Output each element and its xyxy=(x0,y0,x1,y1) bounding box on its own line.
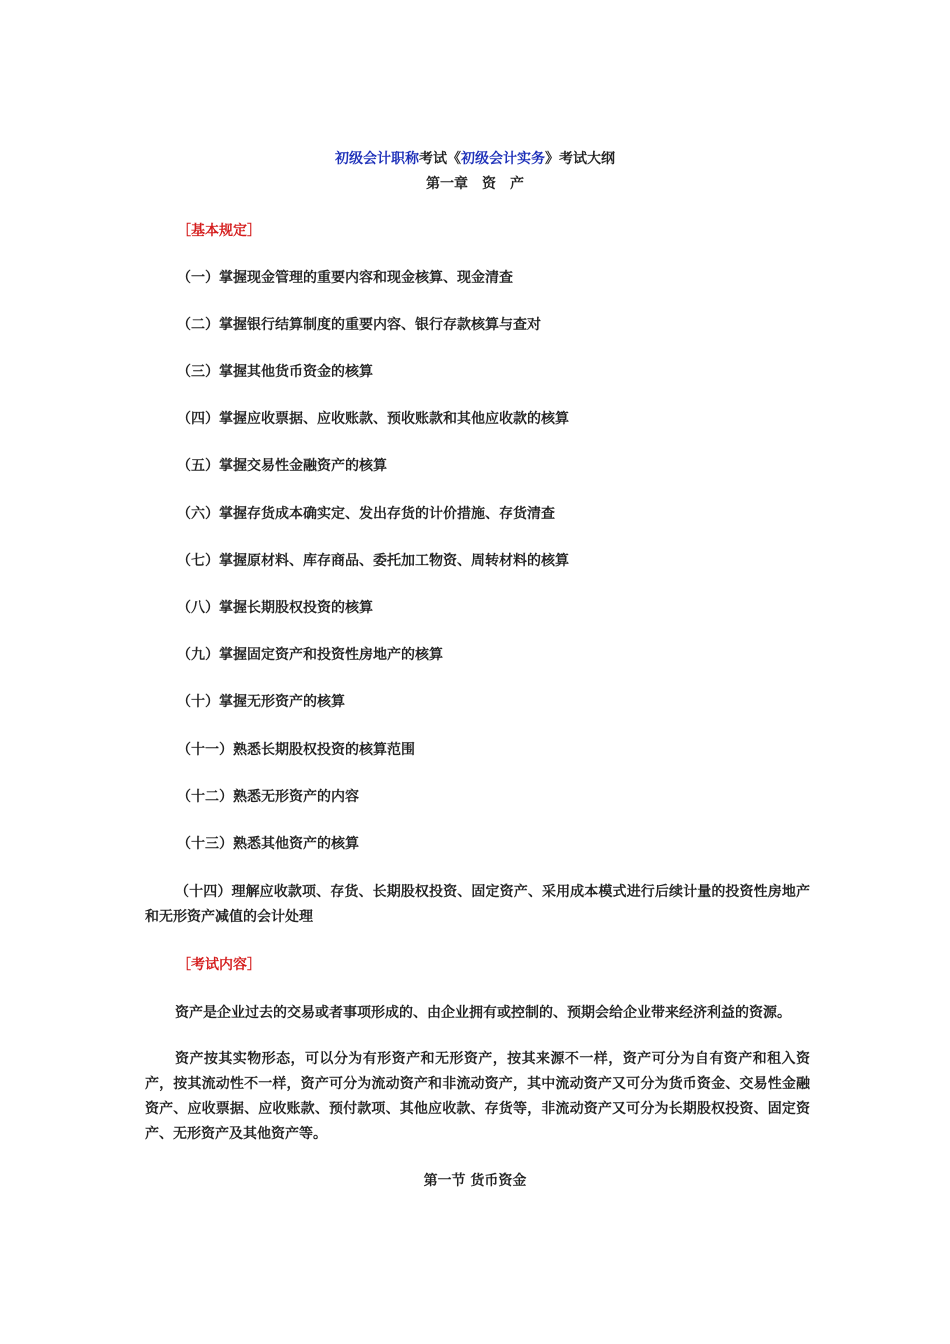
rule-item-long: （十四）理解应收款项、存货、长期股权投资、固定资产、采用成本模式进行后续计量的投资性房地产和无形资产减值的会计处理 xyxy=(145,884,810,925)
content-paragraph: 资产是企业过去的交易或者事项形成的、由企业拥有或控制的、预期会给企业带来经济利益的资源。 xyxy=(175,1005,791,1021)
content-paragraph: 资产按其实物形态，可以分为有形资产和无形资产，按其来源不一样，资产可分为自有资产和租入资产，按其流动性不一样，资产可分为流动资产和非流动资产，其中流动资产又可分为货币资金、交易性金融资产、应收票据、应收账款、预付款项、其他应收款、存货等，非流动资产又可分为长期股权投资、固定资产、无形资产及其他资产等。 xyxy=(145,1051,810,1142)
rule-item: （二）掌握银行结算制度的重要内容、银行存款核算与查对 xyxy=(177,317,541,333)
title-link-subject[interactable]: 初级会计实务 xyxy=(461,151,545,167)
document-title xyxy=(0,149,950,169)
rule-item: （十）掌握无形资产的核算 xyxy=(177,694,345,710)
rule-item: （六）掌握存货成本确实定、发出存货的计价措施、存货清查 xyxy=(177,506,555,522)
title-link-exam[interactable]: 初级会计职称 xyxy=(335,151,419,167)
rule-item: （四）掌握应收票据、应收账款、预收账款和其他应收款的核算 xyxy=(177,411,569,427)
chapter-title: 第一章 资 产 xyxy=(426,176,524,192)
rule-item: （十三）熟悉其他资产的核算 xyxy=(177,836,359,852)
heading-exam-content: ［考试内容］ xyxy=(177,957,261,973)
title-text-end: 》考试大纲 xyxy=(545,151,615,167)
rule-item: （一）掌握现金管理的重要内容和现金核算、现金清查 xyxy=(177,270,513,286)
rule-item: （九）掌握固定资产和投资性房地产的核算 xyxy=(177,647,443,663)
title-text: 考试《 xyxy=(419,151,461,167)
rule-item: （五）掌握交易性金融资产的核算 xyxy=(177,458,387,474)
rule-item: （十二）熟悉无形资产的内容 xyxy=(177,789,359,805)
heading-basic-rules: ［基本规定］ xyxy=(177,223,261,239)
rule-item: （三）掌握其他货币资金的核算 xyxy=(177,364,373,380)
section-title: 第一节 货币资金 xyxy=(423,1173,527,1189)
rule-item: （十一）熟悉长期股权投资的核算范围 xyxy=(177,742,415,758)
rule-item: （七）掌握原材料、库存商品、委托加工物资、周转材料的核算 xyxy=(177,553,569,569)
rule-item: （八）掌握长期股权投资的核算 xyxy=(177,600,373,616)
